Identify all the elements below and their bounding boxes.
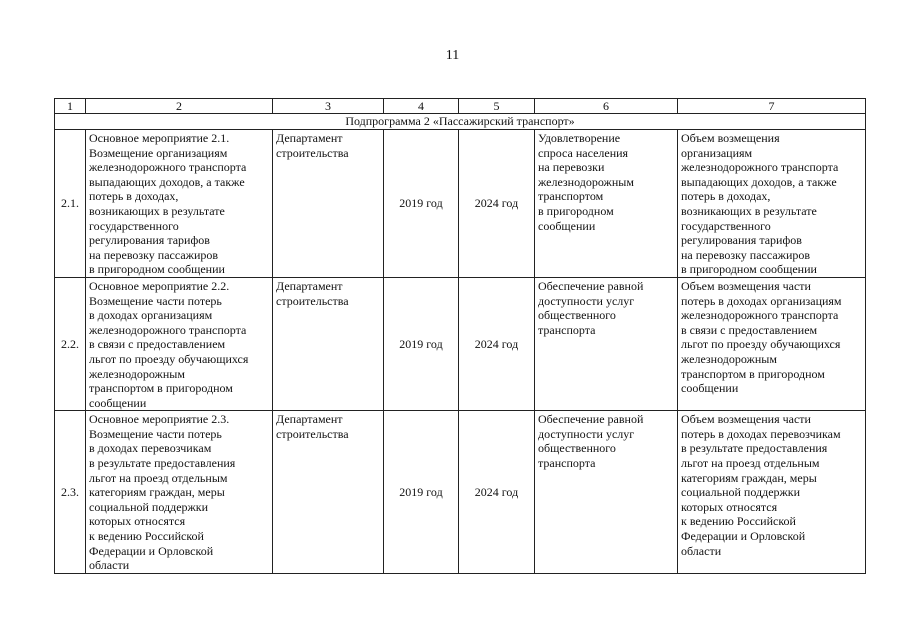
table-row [55,411,866,574]
row-number: 2.1. [55,130,86,278]
result-cell: Удовлетворение спроса населения на перевозки железнодорожным транспортом в пригородном сообщении [535,130,678,278]
column-header: 3 [273,99,384,114]
page-number: 11 [445,48,460,63]
end-year-cell: 2024 год [459,277,535,410]
result-cell: Обеспечение равной доступности услуг общественного транспорта [535,411,678,574]
column-header: 6 [535,99,678,114]
header-row [55,99,866,114]
column-header: 2 [86,99,273,114]
executor-cell: Департамент строительства [273,130,384,278]
column-header: 1 [55,99,86,114]
start-year-cell: 2019 год [384,277,459,410]
column-header: 7 [678,99,866,114]
result-cell: Обеспечение равной доступности услуг общественного транспорта [535,277,678,410]
end-year-cell: 2024 год [459,411,535,574]
executor-cell: Департамент строительства [273,277,384,410]
end-year-cell: 2024 год [459,130,535,278]
column-header: 5 [459,99,535,114]
measure-cell: Основное мероприятие 2.3. Возмещение части потерь в доходах перевозчикам в результате предоставления льгот на проезд отдельным категориям граждан, меры социальной поддержки которых относятся к ведению Российской Федерации и Орловской области [86,411,273,574]
row-number: 2.3. [55,411,86,574]
column-header: 4 [384,99,459,114]
indicator-cell: Объем возмещения части потерь в доходах организациям железнодорожного транспорта в связи с предоставлением льгот по проезду обучающихся железнодорожным транспортом в пригородном сообщении [678,277,866,410]
subprogram-row [55,114,866,130]
executor-cell: Департамент строительства [273,411,384,574]
table-row [55,130,866,278]
measure-cell: Основное мероприятие 2.1. Возмещение организациям железнодорожного транспорта выпадающих доходов, а также потерь в доходах, возникающих в результате государственного регулирования тарифов на перевозку пассажиров в пригородном сообщении [86,130,273,278]
indicator-cell: Объем возмещения организациям железнодорожного транспорта выпадающих доходов, а также потерь в доходах, возникающих в результате государственного регулирования тарифов на перевозку пассажиров в пригородном сообщении [678,130,866,278]
indicator-cell: Объем возмещения части потерь в доходах перевозчикам в результате предоставления льгот на проезд отдельным категориям граждан, меры социальной поддержки которых относятся к ведению Российской Федерации и Орловской области [678,411,866,574]
subprogram-title: Подпрограмма 2 «Пассажирский транспорт» [55,114,866,130]
start-year-cell: 2019 год [384,130,459,278]
row-number: 2.2. [55,277,86,410]
measure-cell: Основное мероприятие 2.2. Возмещение части потерь в доходах организациям железнодорожного транспорта в связи с предоставлением льгот по проезду обучающихся железнодорожным транспортом в пригородном сообщении [86,277,273,410]
start-year-cell: 2019 год [384,411,459,574]
table-row [55,277,866,410]
measures-table [54,98,866,574]
